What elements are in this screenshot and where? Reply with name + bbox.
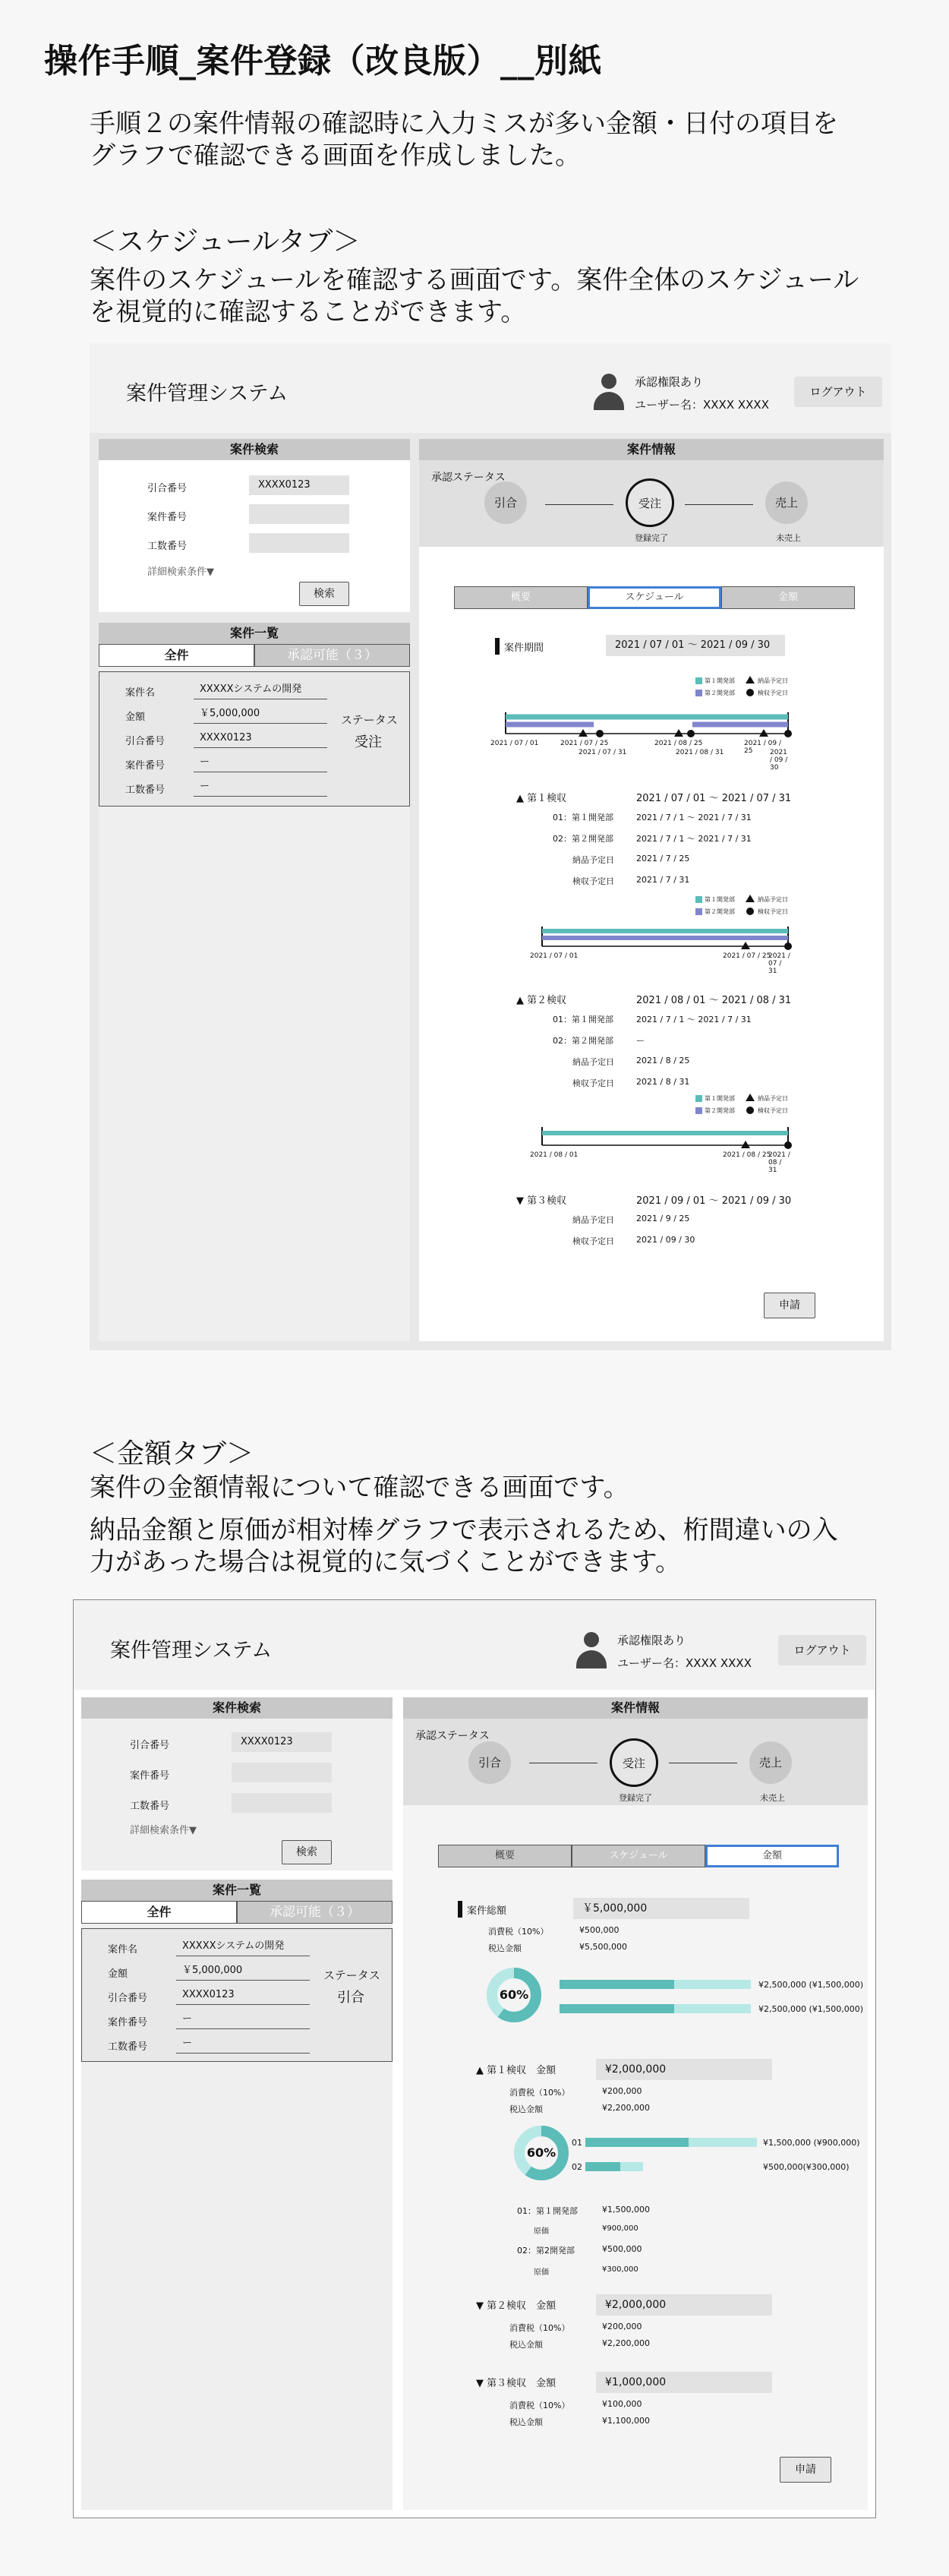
tab-all[interactable]: 全件 bbox=[99, 644, 254, 667]
tab-overview[interactable]: 概要 bbox=[454, 586, 588, 609]
status-sales-sub-2: 未売上 bbox=[760, 1793, 785, 1803]
k1-inspection-value: 2021 / 7 / 31 bbox=[636, 875, 690, 885]
inquiry-number-label: 引合番号 bbox=[147, 483, 188, 494]
k1-legend-1: 第１開発部 bbox=[705, 896, 735, 903]
card-name-value-2: XXXXXシステムの開発 bbox=[176, 1937, 310, 1956]
user-icon-2 bbox=[576, 1632, 607, 1670]
k1-dept2-value: 2021 / 7 / 1 ～ 2021 / 7 / 31 bbox=[636, 834, 752, 844]
amount-desc-1: 案件の金額情報について確認できる画面です。 bbox=[90, 1473, 629, 1503]
k2-tick-start: 2021 / 08 / 01 bbox=[530, 1151, 579, 1159]
amount-k2-incl-label: 税込金額 bbox=[509, 2340, 543, 2350]
total-label: 案件総額 bbox=[467, 1905, 507, 1917]
k3-inspection-label: 検収予定日 bbox=[572, 1236, 614, 1246]
k1-tick-delivery: 2021 / 07 / 25 bbox=[723, 952, 771, 960]
card-status-value-2: 引合 bbox=[337, 1990, 364, 2006]
k2-gantt bbox=[530, 1094, 791, 1174]
card-work-value-2: ー bbox=[176, 2034, 310, 2054]
k1-dept1-label: 01：第１開発部 bbox=[517, 2206, 578, 2216]
k2-inspection-label: 検収予定日 bbox=[572, 1078, 614, 1088]
card-work-value: ー bbox=[194, 777, 327, 797]
k1-tick-end: 2021 / 07 / 31 bbox=[768, 952, 790, 975]
search-title-2: 案件検索 bbox=[81, 1697, 393, 1719]
k1-dept2-cost: ¥300,000 bbox=[602, 2265, 638, 2274]
period-marker bbox=[495, 638, 500, 655]
total-bar-2-label: ¥2,500,000 (¥1,500,000) bbox=[758, 2004, 864, 2014]
overall-gantt bbox=[490, 673, 791, 772]
k1-donut-pct: 60% bbox=[526, 2145, 556, 2160]
k1-legend-3: 納品予定日 bbox=[758, 896, 788, 903]
k1-dept1-value: ¥1,500,000 bbox=[602, 2205, 650, 2215]
k1-dept2-label: 02：第２開発部 bbox=[553, 834, 613, 844]
amount-k2-value: ¥2,000,000 bbox=[596, 2294, 772, 2316]
list-title-2: 案件一覧 bbox=[81, 1880, 393, 1901]
k2-value: 2021 / 08 / 01 ～ 2021 / 08 / 31 bbox=[636, 995, 792, 1006]
legend-inspection: 検収予定日 bbox=[758, 690, 788, 696]
amount-k3-incl-label: 税込金額 bbox=[509, 2417, 543, 2427]
total-tax-label: 消費税（10%） bbox=[488, 1927, 549, 1937]
amount-k2-label[interactable]: ▼ 第２検収 金額 bbox=[476, 2300, 556, 2312]
search-panel-2 bbox=[81, 1697, 393, 1870]
amount-k2-tax-label: 消費税（10%） bbox=[509, 2323, 570, 2333]
app-header-2 bbox=[74, 1600, 875, 1690]
project-list-panel bbox=[99, 623, 410, 1341]
search-title: 案件検索 bbox=[99, 439, 410, 460]
total-bar-1-label: ¥2,500,000 (¥1,500,000) bbox=[758, 1980, 864, 1990]
total-donut-pct: 60% bbox=[499, 1987, 529, 2002]
apply-button[interactable]: 申請 bbox=[764, 1293, 815, 1318]
project-card-2[interactable] bbox=[81, 1928, 393, 2062]
app-name: 案件管理システム bbox=[126, 382, 288, 406]
k2-delivery-label: 納品予定日 bbox=[572, 1057, 614, 1067]
status-sales-2: 売上 bbox=[749, 1741, 792, 1784]
tab-schedule[interactable]: スケジュール bbox=[588, 586, 721, 609]
tick-0825: 2021 / 08 / 25 bbox=[654, 740, 703, 747]
amount-k1-tax-value: ¥200,000 bbox=[602, 2086, 642, 2096]
amount-k1-incl-value: ¥2,200,000 bbox=[602, 2103, 650, 2113]
amount-k3-tax-value: ¥100,000 bbox=[602, 2399, 642, 2409]
tab-amount[interactable]: 金額 bbox=[721, 586, 855, 609]
inquiry-number-input-2[interactable]: XXXX0123 bbox=[232, 1732, 332, 1752]
k1-dept1-value: 2021 / 7 / 1 ～ 2021 / 7 / 31 bbox=[636, 813, 752, 822]
amount-desc-3: 力があった場合は視覚的に気づくことができます。 bbox=[90, 1547, 681, 1577]
k1-bar-2-id: 02 bbox=[572, 2162, 582, 2172]
card-status-label: ステータス bbox=[341, 713, 398, 727]
tick-0731: 2021 / 07 / 31 bbox=[579, 749, 627, 756]
k1-dept1-label: 01：第１開発部 bbox=[553, 813, 613, 822]
search-panel bbox=[99, 439, 410, 612]
list-tabs-2 bbox=[81, 1901, 393, 1924]
project-number-input-2[interactable] bbox=[232, 1763, 332, 1782]
k2-tick-delivery: 2021 / 08 / 25 bbox=[723, 1151, 771, 1159]
card-project-label: 案件番号 bbox=[125, 760, 166, 772]
k1-delivery-label: 納品予定日 bbox=[572, 855, 614, 865]
status-connector-1 bbox=[545, 504, 613, 505]
card-amount-label-2: 金額 bbox=[108, 1968, 128, 1980]
k2-legend-1: 第１開発部 bbox=[705, 1095, 735, 1102]
amount-k1-label[interactable]: ▲ 第１検収 金額 bbox=[476, 2065, 556, 2076]
k1-bar-1-track bbox=[585, 2138, 757, 2147]
tab-amount-2[interactable]: 金額 bbox=[705, 1845, 839, 1867]
status-connector-2 bbox=[685, 504, 753, 505]
k2-legend-3: 納品予定日 bbox=[758, 1095, 788, 1102]
schedule-desc-1: 案件のスケジュールを確認する画面です。案件全体のスケジュール bbox=[90, 265, 859, 295]
k3-value: 2021 / 09 / 01 ～ 2021 / 09 / 30 bbox=[636, 1195, 792, 1207]
info-tabs-2 bbox=[438, 1845, 839, 1867]
total-marker bbox=[458, 1901, 462, 1918]
k2-delivery-value: 2021 / 8 / 25 bbox=[636, 1056, 690, 1065]
apply-button-2[interactable]: 申請 bbox=[780, 2457, 831, 2483]
search-button[interactable]: 検索 bbox=[299, 582, 349, 606]
tick-0701: 2021 / 07 / 01 bbox=[490, 740, 539, 747]
amount-k1-value: ¥2,000,000 bbox=[596, 2059, 772, 2080]
card-name-label: 案件名 bbox=[125, 687, 156, 699]
k1-dept2-cost-label: 原価 bbox=[534, 2268, 549, 2277]
schedule-desc-2: を視覚的に確認することができます。 bbox=[90, 297, 527, 327]
card-name-label-2: 案件名 bbox=[108, 1944, 138, 1956]
tab-approvable[interactable]: 承認可能（３） bbox=[254, 644, 410, 667]
permission-label: 承認権限あり bbox=[635, 375, 704, 389]
info-title-2: 案件情報 bbox=[403, 1697, 868, 1719]
inquiry-number-input[interactable]: XXXX0123 bbox=[249, 475, 349, 495]
work-number-label: 工数番号 bbox=[147, 541, 188, 552]
permission-label-2: 承認権限あり bbox=[617, 1634, 686, 1647]
status-order-sub-2: 登録完了 bbox=[619, 1793, 652, 1803]
approval-status-area-2 bbox=[403, 1719, 868, 1805]
card-amount-label: 金額 bbox=[125, 712, 146, 723]
project-card[interactable] bbox=[99, 671, 410, 807]
total-bar-2-track bbox=[560, 2004, 751, 2013]
legend-dept1: 第１開発部 bbox=[705, 677, 735, 684]
intro-line-1: 手順２の案件情報の確認時に入力ミスが多い金額・日付の項目を bbox=[90, 109, 838, 139]
k1-legend-2: 第２開発部 bbox=[705, 908, 735, 915]
tab-schedule-2[interactable]: スケジュール bbox=[572, 1845, 705, 1867]
list-tabs bbox=[99, 644, 410, 667]
username-label: ユーザー名：XXXX XXXX bbox=[635, 398, 769, 412]
amount-heading: ＜金額タブ＞ bbox=[90, 1438, 254, 1470]
k1-bar-2-label: ¥500,000(¥300,000) bbox=[763, 2162, 850, 2172]
tick-0925: 2021 / 09 / 25 bbox=[744, 740, 782, 755]
card-inquiry-value: XXXX0123 bbox=[194, 728, 327, 748]
k1-gantt bbox=[530, 895, 791, 975]
project-number-input[interactable] bbox=[249, 504, 349, 524]
info-tabs bbox=[454, 586, 855, 609]
amount-k3-label[interactable]: ▼ 第３検収 金額 bbox=[476, 2378, 556, 2389]
k3-label[interactable]: ▼ 第３検収 bbox=[516, 1195, 567, 1207]
total-incl-label: 税込金額 bbox=[488, 1943, 522, 1953]
card-project-value: ー bbox=[194, 753, 327, 772]
list-title: 案件一覧 bbox=[99, 623, 410, 644]
k3-delivery-value: 2021 / 9 / 25 bbox=[636, 1214, 690, 1223]
username-label-2: ユーザー名：XXXX XXXX bbox=[617, 1656, 752, 1670]
card-status-label-2: ステータス bbox=[323, 1968, 380, 1982]
total-bar-1-track bbox=[560, 1980, 751, 1989]
status-sales-sub: 未売上 bbox=[776, 533, 801, 543]
k1-dept1-cost: ¥900,000 bbox=[602, 2224, 638, 2233]
k2-dept1-value: 2021 / 7 / 1 ～ 2021 / 7 / 31 bbox=[636, 1015, 752, 1024]
k3-delivery-label: 納品予定日 bbox=[572, 1215, 614, 1225]
inquiry-number-label-2: 引合番号 bbox=[130, 1740, 170, 1751]
k2-legend-2: 第２開発部 bbox=[705, 1107, 735, 1114]
legend-dept2: 第２開発部 bbox=[705, 690, 735, 696]
card-amount-value: ￥5,000,000 bbox=[194, 704, 327, 724]
k3-inspection-value: 2021 / 09 / 30 bbox=[636, 1235, 695, 1245]
card-status-value: 受注 bbox=[355, 734, 382, 750]
amount-k2-incl-value: ¥2,200,000 bbox=[602, 2338, 650, 2348]
period-label: 案件期間 bbox=[504, 642, 544, 654]
k2-dept2-label: 02：第２開発部 bbox=[553, 1036, 613, 1046]
card-amount-value-2: ￥5,000,000 bbox=[176, 1961, 310, 1981]
k1-bar-1-label: ¥1,500,000 (¥900,000) bbox=[763, 2138, 860, 2148]
tick-0930: 2021 / 09 / 30 bbox=[770, 749, 788, 772]
k1-inspection-label: 検収予定日 bbox=[572, 876, 614, 886]
project-list-panel-2 bbox=[81, 1880, 393, 2510]
amount-desc-2: 納品金額と原価が相対棒グラフで表示されるため、桁間違いの入 bbox=[90, 1515, 838, 1545]
tick-0831: 2021 / 08 / 31 bbox=[676, 749, 724, 756]
schedule-heading: ＜スケジュールタブ＞ bbox=[90, 226, 361, 257]
k1-bar-2-fill bbox=[585, 2162, 620, 2171]
project-number-label-2: 案件番号 bbox=[130, 1770, 170, 1782]
status-inquiry-2: 引合 bbox=[468, 1741, 511, 1784]
k2-dept2-value: ー bbox=[636, 1036, 645, 1046]
work-number-label-2: 工数番号 bbox=[130, 1801, 170, 1812]
k1-bar-2-track bbox=[585, 2162, 643, 2171]
k1-dept2-value: ¥500,000 bbox=[602, 2244, 642, 2254]
user-icon bbox=[594, 374, 624, 412]
k2-inspection-value: 2021 / 8 / 31 bbox=[636, 1077, 690, 1087]
amount-k2-tax-value: ¥200,000 bbox=[602, 2322, 642, 2331]
amount-k3-value: ¥1,000,000 bbox=[596, 2372, 772, 2393]
k1-bar-1-fill bbox=[585, 2138, 689, 2147]
tab-approvable-2[interactable]: 承認可能（３） bbox=[237, 1901, 393, 1924]
k1-bar-1-id: 01 bbox=[572, 2138, 582, 2148]
tab-all-2[interactable]: 全件 bbox=[81, 1901, 237, 1924]
status-order-sub: 登録完了 bbox=[635, 533, 668, 543]
approval-status-area bbox=[419, 460, 884, 547]
card-name-value: XXXXXシステムの開発 bbox=[194, 680, 327, 699]
card-work-label-2: 工数番号 bbox=[108, 2041, 148, 2053]
logout-button[interactable]: ログアウト bbox=[794, 377, 882, 407]
card-inquiry-value-2: XXXX0123 bbox=[176, 1985, 310, 2005]
period-value: 2021 / 07 / 01 ～ 2021 / 09 / 30 bbox=[606, 635, 785, 656]
amount-k1-tax-label: 消費税（10%） bbox=[509, 2088, 570, 2098]
app-header bbox=[90, 343, 891, 433]
k2-legend-4: 検収予定日 bbox=[758, 1107, 788, 1114]
status-sales: 売上 bbox=[765, 481, 808, 524]
schedule-mockup bbox=[90, 343, 891, 1350]
k1-dept1-cost-label: 原価 bbox=[534, 2227, 549, 2236]
k2-label[interactable]: ▲ 第２検収 bbox=[516, 995, 567, 1006]
intro-line-2: グラフで確認できる画面を作成しました。 bbox=[90, 140, 582, 171]
k1-value: 2021 / 07 / 01 ～ 2021 / 07 / 31 bbox=[636, 793, 792, 804]
total-incl-value: ¥5,500,000 bbox=[579, 1942, 627, 1952]
logout-button-2[interactable]: ログアウト bbox=[778, 1635, 866, 1665]
card-project-label-2: 案件番号 bbox=[108, 2017, 148, 2028]
approval-status-title: 承認ステータス bbox=[431, 472, 506, 484]
advanced-search-toggle[interactable]: 詳細検索条件▼ bbox=[147, 567, 214, 578]
total-bar-2-fill bbox=[560, 2004, 674, 2013]
app-name-2: 案件管理システム bbox=[110, 1639, 273, 1662]
work-number-input[interactable] bbox=[249, 533, 349, 553]
amount-k1-incl-label: 税込金額 bbox=[509, 2104, 543, 2114]
tab-overview-2[interactable]: 概要 bbox=[438, 1845, 572, 1867]
status-order: 受注 bbox=[626, 478, 674, 527]
project-info-panel bbox=[419, 439, 884, 1341]
approval-status-title-2: 承認ステータス bbox=[415, 1730, 490, 1742]
document-title: 操作手順_案件登録（改良版）__別紙 bbox=[44, 42, 602, 80]
k2-tick-end: 2021 / 08 / 31 bbox=[768, 1151, 790, 1174]
k2-dept1-label: 01：第１開発部 bbox=[553, 1015, 613, 1024]
card-project-value-2: ー bbox=[176, 2009, 310, 2029]
project-number-label: 案件番号 bbox=[147, 512, 188, 523]
card-work-label: 工数番号 bbox=[125, 784, 166, 796]
work-number-input-2[interactable] bbox=[232, 1793, 332, 1813]
card-inquiry-label-2: 引合番号 bbox=[108, 1993, 148, 2004]
k1-dept2-label: 02：第2開発部 bbox=[517, 2246, 575, 2256]
info-title: 案件情報 bbox=[419, 439, 884, 460]
tick-0725: 2021 / 07 / 25 bbox=[560, 740, 609, 747]
search-button-2[interactable]: 検索 bbox=[282, 1840, 332, 1864]
amount-k3-incl-value: ¥1,100,000 bbox=[602, 2416, 650, 2426]
legend-delivery: 納品予定日 bbox=[758, 677, 788, 684]
k1-tick-start: 2021 / 07 / 01 bbox=[530, 952, 579, 960]
total-tax-value: ¥500,000 bbox=[579, 1925, 620, 1935]
amount-k3-tax-label: 消費税（10%） bbox=[509, 2401, 570, 2410]
card-inquiry-label: 引合番号 bbox=[125, 736, 166, 747]
advanced-search-toggle-2[interactable]: 詳細検索条件▼ bbox=[130, 1825, 197, 1836]
project-info-panel-2 bbox=[403, 1697, 868, 2510]
status-order-2: 受注 bbox=[610, 1738, 658, 1787]
k1-legend-4: 検収予定日 bbox=[758, 908, 788, 915]
total-bar-1-fill bbox=[560, 1980, 674, 1989]
k1-label[interactable]: ▲ 第１検収 bbox=[516, 793, 567, 804]
status-inquiry: 引合 bbox=[484, 481, 527, 524]
k1-delivery-value: 2021 / 7 / 25 bbox=[636, 854, 690, 863]
total-value: ￥5,000,000 bbox=[573, 1898, 749, 1919]
amount-mockup bbox=[73, 1599, 876, 2518]
